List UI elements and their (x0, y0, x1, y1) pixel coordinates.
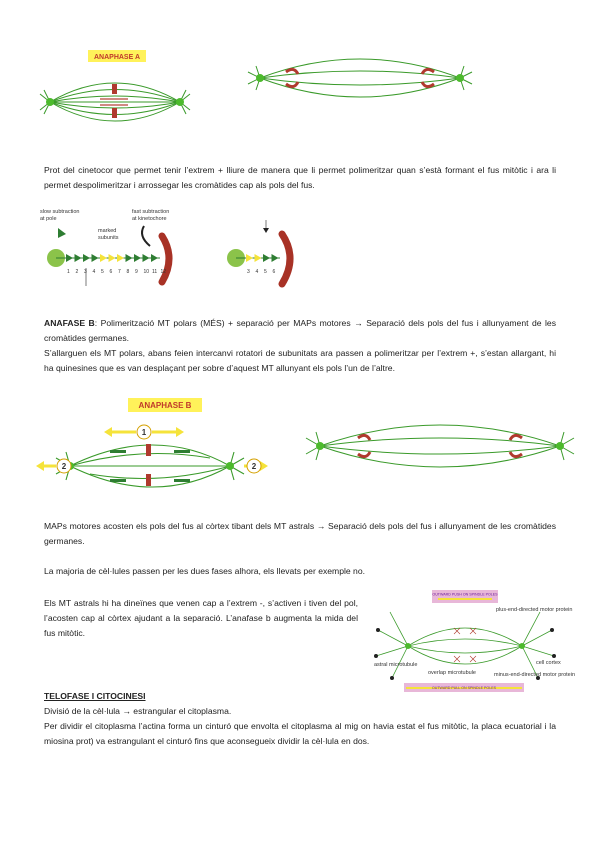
astral-mt-label: astral microtubule (374, 662, 418, 668)
subunit-triangle (272, 254, 279, 262)
subunit-number: 5 (101, 269, 104, 275)
telofase-line1: Divisió de la cèl·lula → estrangular el citoplasma. (44, 706, 232, 716)
subunit-triangle (255, 254, 262, 262)
minus-end-motor-label: minus-end-directed motor protein (494, 672, 576, 678)
subunit-number: 4 (255, 269, 259, 275)
paragraph-kinetochore: Prot del cinetocor que permet tenir l’extrem + lliure de manera que li permet polimeritzar quan s’està formant el fus mitòtic i ara li permet despolimeritzar i arrossegar les cromàtides cap als pols del fus. (44, 165, 556, 190)
subunit-triangle (83, 254, 90, 262)
subunit-number: 6 (109, 269, 113, 275)
subunit-number: 11 (152, 269, 158, 275)
subunit-triangle (246, 254, 253, 262)
telofase-heading: TELOFASE I CITOCINESI (44, 691, 146, 701)
subunit-triangle (117, 254, 124, 262)
subunit-number: 9 (135, 269, 138, 275)
subunit-triangle (126, 254, 133, 262)
plus-end-motor-label: plus-end-directed motor protein (496, 607, 573, 613)
fast-subtraction-label-2: at kinetochore (132, 216, 167, 222)
anafase-b-line2: S’allarguen els MT polars, abans feien intercanvi rotatori de subunitats ara passen a polimeritzar per l’extrem +, s’estan allargant, hi ha quinesines que es van desplaçant per sobre d’aquest MT allunyant els pols l’un de l’altre. (44, 348, 556, 373)
cell-cortex-label: cell cortex (536, 660, 561, 666)
anaphase-b-label: ANAPHASE B (138, 401, 192, 410)
subunit-number: 1 (67, 269, 70, 275)
slow-subtraction-label: slow subtraction (40, 209, 80, 215)
subunit-number: 3 (247, 269, 250, 275)
subunit-number: 12 (160, 269, 167, 275)
subunit-number: 5 (264, 269, 267, 275)
subunit-number: 4 (92, 269, 96, 275)
subunit-number: 7 (118, 269, 121, 275)
subunit-number: 3 (84, 269, 87, 275)
telofase-line2: Per dividir el citoplasma l’actina forma un cinturó que envolta el citoplasma al mig on havia estat el fus mitòtic, la placa ecuatorial i la miosina prot) va estrangulant el cinturó fins que aconsegueix dividir la cèl·lula en dos. (44, 721, 556, 746)
subunit-triangle (109, 254, 116, 262)
subunit-triangle (66, 254, 73, 262)
paragraph-majoria: La majoria de cèl·lules passen per les dues fases alhora, els llevats per exemple no. (44, 566, 366, 576)
telofase-section (44, 689, 556, 749)
microtubule-subtraction-figure (40, 206, 380, 291)
badge-1: 1 (141, 428, 147, 437)
paragraph-anafase-b (44, 316, 556, 376)
subunit-number: 2 (75, 269, 79, 275)
anaphase-b-figure (40, 394, 580, 504)
badge-2-right: 2 (251, 462, 257, 471)
subunit-triangle (143, 254, 150, 262)
paragraph-mt-astrals: Els MT astrals hi ha dineïnes que venen cap a l’extrem -, s’activen i tiven del pol, l’acosten cap al còrtex ajudant a la separació. L’anafase b augmenta la mida del fus mitòtic. (44, 598, 358, 638)
outward-push-label: OUTWARD PUSH ON SPINDLE POLES (432, 592, 498, 597)
paragraph-maps-motores: MAPs motores acosten els pols del fus al còrtex tibant dels MT astrals → Separació dels pols del fus i allunyament de les cromàtides germanes. (44, 521, 556, 546)
anaphase-a-label: ANAPHASE A (93, 54, 141, 61)
badge-2-left: 2 (61, 462, 67, 471)
slow-subtraction-label-2: at pole (40, 216, 57, 222)
subunit-triangle (75, 254, 82, 262)
spindle-forces-figure (368, 590, 576, 694)
subunit-triangle (151, 254, 158, 262)
subunit-number: 8 (126, 269, 130, 275)
subunit-number: 10 (143, 269, 150, 275)
marked-subunits-label-2: subunits (98, 235, 119, 241)
kinetochore-red (162, 236, 169, 282)
anaphase-a-figure (40, 42, 560, 142)
subunit-triangle (134, 254, 141, 262)
subunit-number: 6 (272, 269, 276, 275)
marked-subunits-label: marked (98, 228, 117, 234)
fast-subtraction-label: fast subtraction (132, 209, 170, 215)
subunit-triangle (92, 254, 99, 262)
overlap-mt-label: overlap microtubule (428, 670, 476, 676)
subunit-triangle (100, 254, 107, 262)
subunit-triangle (263, 254, 270, 262)
anafase-b-line1: : Polimerització MT polars (MÉS) + separació per MAPs motores → Separació dels pols del fus i allunyament de les cromàtides germanes. (44, 318, 556, 343)
anafase-b-heading: ANAFASE B (44, 318, 95, 328)
outward-pull-label: OUTWARD PULL ON SPINDLE POLES (431, 686, 497, 690)
